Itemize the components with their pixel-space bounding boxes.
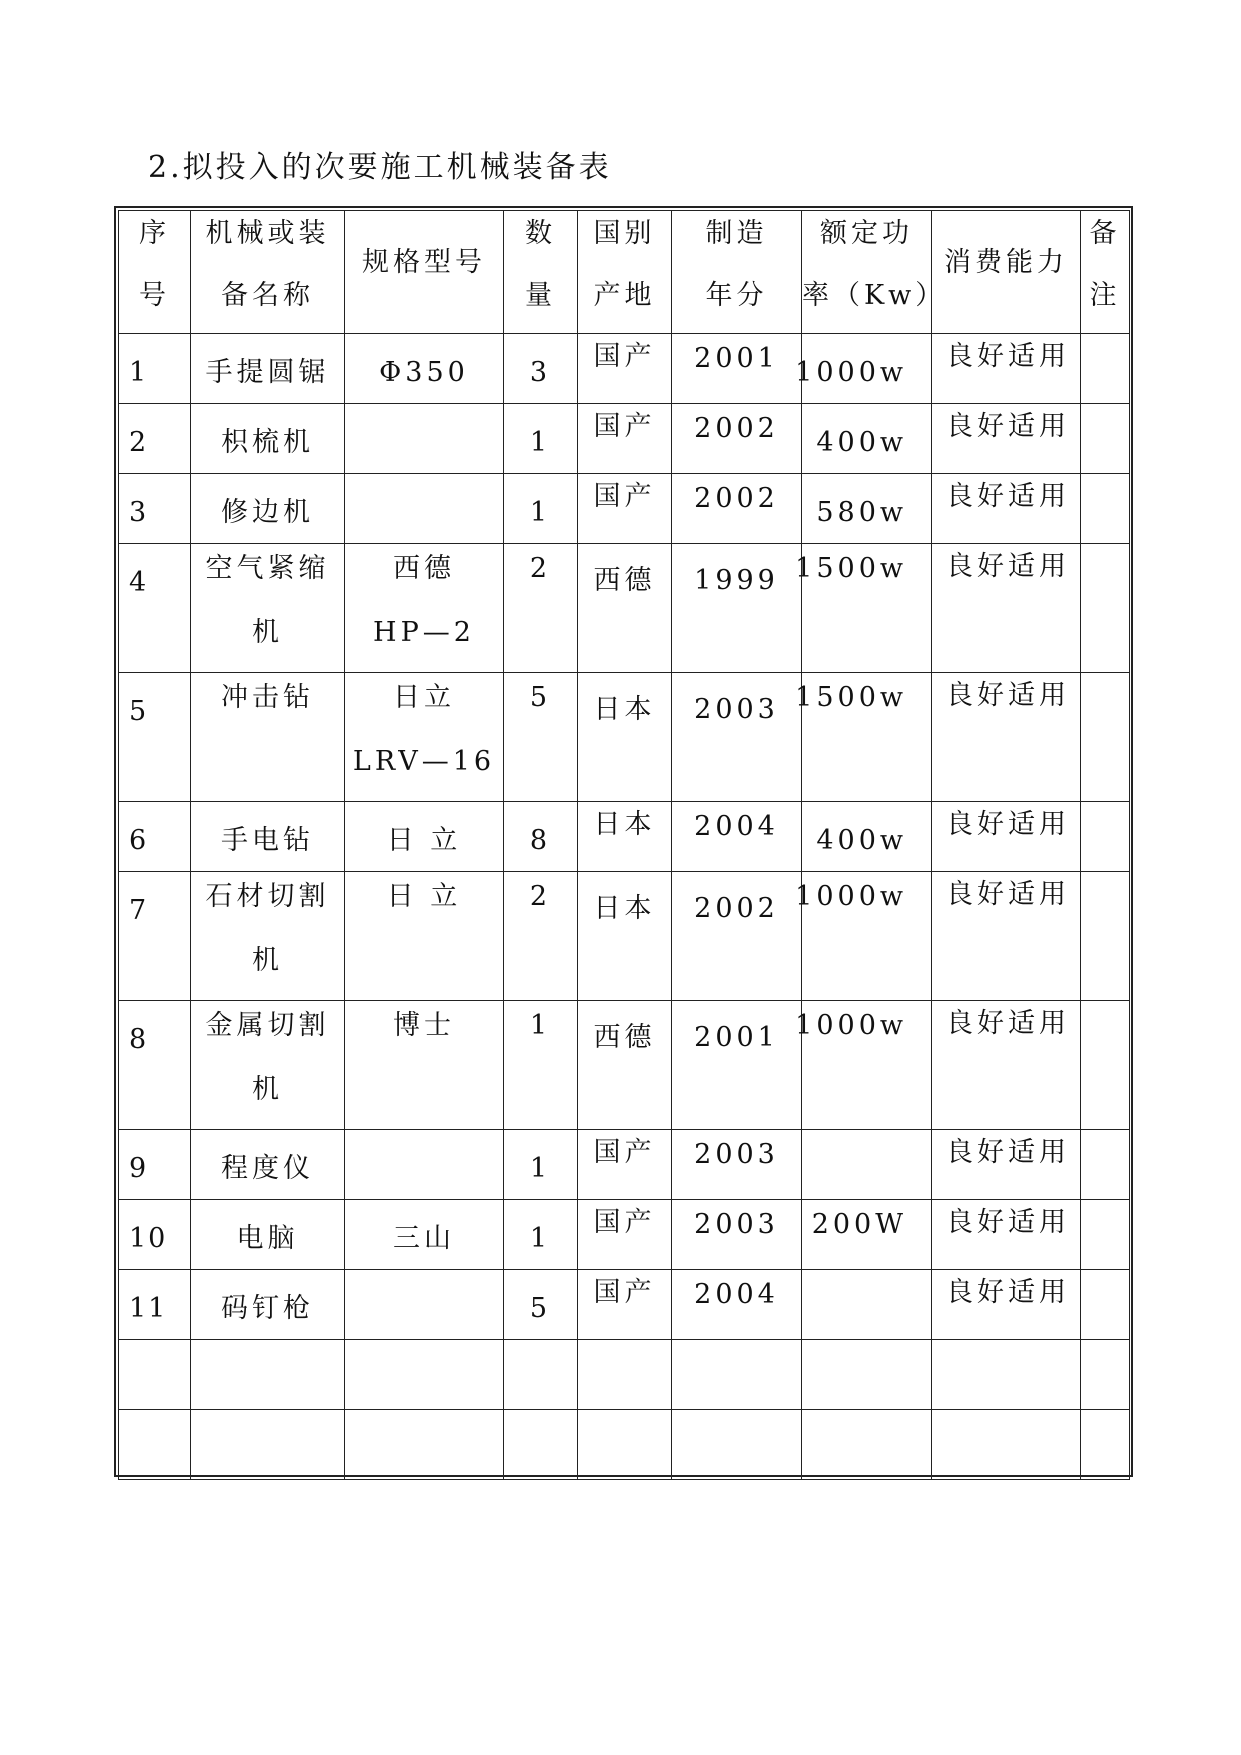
name-value: 电脑 <box>236 1223 299 1254</box>
qty-value: 2 <box>529 553 552 584</box>
cell-capacity <box>932 474 1081 544</box>
cell-origin <box>578 1001 672 1130</box>
origin-value: 日本 <box>593 893 656 924</box>
empty-cell <box>932 1410 1081 1480</box>
cell-name <box>191 544 345 673</box>
cell-seq <box>119 474 191 544</box>
empty-cell <box>578 1340 672 1410</box>
header-seq-line: 序 <box>139 218 170 249</box>
cell-model <box>345 802 504 872</box>
origin-value: 国产 <box>593 1207 656 1238</box>
name-value: 手提圆锯 <box>205 357 330 388</box>
year-value: 2002 <box>694 483 779 514</box>
header-cell-name <box>191 211 345 334</box>
capacity-value: 良好适用 <box>946 680 1070 711</box>
cell-qty <box>504 872 578 1001</box>
model-value: 西德 <box>393 553 455 584</box>
cell-origin <box>578 1200 672 1270</box>
header-remark-line: 注 <box>1089 280 1121 311</box>
capacity-value: 良好适用 <box>946 411 1070 442</box>
name-value: 程度仪 <box>221 1153 314 1184</box>
cell-model <box>345 1200 504 1270</box>
cell-year <box>672 1200 802 1270</box>
model-value: 日立 <box>393 682 455 713</box>
origin-value: 国产 <box>593 481 656 512</box>
cell-qty <box>504 1001 578 1130</box>
cell-capacity <box>932 872 1081 1001</box>
qty-value: 8 <box>529 825 552 856</box>
name-value: 手电钻 <box>221 825 314 856</box>
seq-value: 10 <box>129 1223 168 1254</box>
empty-cell <box>119 1340 191 1410</box>
cell-name <box>191 1130 345 1200</box>
cell-name <box>191 872 345 1001</box>
empty-row <box>119 1340 1130 1410</box>
header-year-line: 制造 <box>705 218 768 249</box>
header-capacity: 消费能力 <box>944 247 1068 278</box>
name-value: 码钉枪 <box>221 1293 314 1324</box>
year-value: 1999 <box>694 565 779 596</box>
header-origin-line: 国别 <box>593 218 656 249</box>
cell-power <box>802 404 932 474</box>
year-value: 2001 <box>694 343 779 374</box>
cell-model <box>345 1270 504 1340</box>
table-row <box>119 1200 1130 1270</box>
seq-value: 11 <box>129 1293 168 1324</box>
cell-year <box>672 673 802 802</box>
table-row <box>119 802 1130 872</box>
cell-origin <box>578 544 672 673</box>
model-value: 日 立 <box>386 825 462 856</box>
table-row <box>119 1001 1130 1130</box>
cell-qty <box>504 404 578 474</box>
empty-cell <box>1081 1410 1130 1480</box>
year-value: 2004 <box>694 811 779 842</box>
cell-seq <box>119 404 191 474</box>
seq-value: 6 <box>129 825 149 856</box>
cell-power <box>795 1001 932 1130</box>
cell-capacity <box>932 1001 1081 1130</box>
name-value: 金属切割 <box>205 1010 330 1041</box>
cell-remark <box>1081 1130 1130 1200</box>
year-value: 2002 <box>694 413 779 444</box>
origin-value: 西德 <box>593 1022 656 1053</box>
year-value: 2003 <box>694 1209 779 1240</box>
table-row <box>119 334 1130 404</box>
cell-capacity <box>932 1130 1081 1200</box>
empty-cell <box>578 1410 672 1480</box>
origin-value: 国产 <box>593 1277 656 1308</box>
cell-remark <box>1081 673 1130 802</box>
year-value: 2004 <box>694 1279 779 1310</box>
cell-remark <box>1081 1001 1130 1130</box>
qty-value: 1 <box>529 497 552 528</box>
header-seq-line: 号 <box>139 280 170 311</box>
year-value: 2002 <box>694 893 779 924</box>
cell-name <box>191 334 345 404</box>
cell-qty <box>504 802 578 872</box>
empty-cell <box>672 1340 802 1410</box>
empty-cell <box>802 1340 932 1410</box>
empty-cell <box>504 1410 578 1480</box>
capacity-value: 良好适用 <box>946 551 1070 582</box>
cell-origin <box>578 673 672 802</box>
name-value: 空气紧缩 <box>205 553 330 584</box>
qty-value: 1 <box>529 1223 552 1254</box>
cell-remark <box>1081 334 1130 404</box>
header-year-line: 年分 <box>705 280 768 311</box>
empty-cell <box>191 1340 345 1410</box>
name-value: 机 <box>252 945 283 976</box>
qty-value: 3 <box>529 357 552 388</box>
cell-seq <box>119 872 191 1001</box>
cell-remark <box>1081 544 1130 673</box>
capacity-value: 良好适用 <box>946 1008 1070 1039</box>
model-value: 日 立 <box>386 881 462 912</box>
cell-year <box>672 544 802 673</box>
cell-year <box>672 1130 802 1200</box>
cell-remark <box>1081 1270 1130 1340</box>
header-cell-model <box>345 211 504 334</box>
cell-name <box>191 474 345 544</box>
model-value: 三山 <box>393 1223 455 1254</box>
cell-remark <box>1081 474 1130 544</box>
table-row <box>119 1130 1130 1200</box>
cell-name <box>191 404 345 474</box>
table-row <box>119 474 1130 544</box>
seq-value: 8 <box>129 1024 149 1055</box>
header-qty-line: 数 <box>525 218 556 249</box>
cell-year <box>672 872 802 1001</box>
cell-seq <box>119 673 191 802</box>
cell-origin <box>578 1270 672 1340</box>
power-value: 1000w <box>795 1010 907 1041</box>
qty-value: 1 <box>529 427 552 458</box>
cell-seq <box>119 1001 191 1130</box>
header-qty-line: 量 <box>525 280 556 311</box>
header-cell-remark <box>1081 211 1130 334</box>
empty-row <box>119 1410 1130 1480</box>
cell-capacity <box>932 1200 1081 1270</box>
origin-value: 国产 <box>593 341 656 372</box>
header-name-line: 备名称 <box>221 280 314 311</box>
header-cell-qty <box>504 211 578 334</box>
name-value: 石材切割 <box>205 881 330 912</box>
seq-value: 2 <box>129 427 149 458</box>
empty-cell <box>1081 1340 1130 1410</box>
cell-remark <box>1081 1200 1130 1270</box>
header-power-line: 额定功 <box>820 218 913 249</box>
cell-model <box>345 872 504 1001</box>
qty-value: 5 <box>529 1293 552 1324</box>
cell-seq <box>119 1130 191 1200</box>
model-value: Φ350 <box>379 357 469 388</box>
cell-origin <box>578 334 672 404</box>
cell-name <box>191 1200 345 1270</box>
capacity-value: 良好适用 <box>946 1277 1070 1308</box>
power-value: 1000w <box>795 357 907 388</box>
cell-power <box>802 802 932 872</box>
cell-name <box>191 673 345 802</box>
cell-qty <box>504 1200 578 1270</box>
qty-value: 1 <box>529 1153 552 1184</box>
cell-qty <box>504 334 578 404</box>
model-value: LRV—16 <box>352 746 496 777</box>
origin-value: 日本 <box>593 694 656 725</box>
cell-year <box>672 802 802 872</box>
year-value: 2003 <box>694 1139 779 1170</box>
cell-power <box>802 474 932 544</box>
power-value: 1500w <box>795 682 907 713</box>
name-value: 冲击钻 <box>221 682 314 713</box>
capacity-value: 良好适用 <box>946 481 1070 512</box>
origin-value: 日本 <box>593 809 656 840</box>
origin-value: 国产 <box>593 1137 656 1168</box>
power-value: 400w <box>816 427 907 458</box>
cell-model <box>345 1001 504 1130</box>
empty-cell <box>191 1410 345 1480</box>
cell-power <box>795 872 932 1001</box>
empty-cell <box>802 1410 932 1480</box>
cell-power <box>802 1270 932 1340</box>
seq-value: 9 <box>129 1153 149 1184</box>
cell-origin <box>578 474 672 544</box>
cell-qty <box>504 1270 578 1340</box>
seq-value: 3 <box>129 497 149 528</box>
seq-value: 4 <box>129 567 149 598</box>
qty-value: 5 <box>529 682 552 713</box>
seq-value: 7 <box>129 895 149 926</box>
cell-capacity <box>932 673 1081 802</box>
cell-capacity <box>932 544 1081 673</box>
header-remark-line: 备 <box>1089 218 1121 249</box>
cell-name <box>191 1001 345 1130</box>
cell-year <box>672 1270 802 1340</box>
cell-year <box>672 474 802 544</box>
cell-origin <box>578 872 672 1001</box>
capacity-value: 良好适用 <box>946 1137 1070 1168</box>
name-value: 机 <box>252 1074 283 1105</box>
cell-capacity <box>932 404 1081 474</box>
header-origin-line: 产地 <box>593 280 656 311</box>
cell-model <box>345 404 504 474</box>
capacity-value: 良好适用 <box>946 809 1070 840</box>
table-row <box>119 673 1130 802</box>
empty-cell <box>119 1410 191 1480</box>
cell-year <box>672 1001 802 1130</box>
equipment-table <box>118 210 1130 1480</box>
empty-cell <box>932 1340 1081 1410</box>
header-power-line: 率（Kw） <box>802 280 947 311</box>
empty-cell <box>345 1410 504 1480</box>
cell-remark <box>1081 802 1130 872</box>
model-value: 博士 <box>393 1010 455 1041</box>
cell-qty <box>504 544 578 673</box>
table-row <box>119 872 1130 1001</box>
cell-origin <box>578 404 672 474</box>
empty-cell <box>504 1340 578 1410</box>
cell-origin <box>578 1130 672 1200</box>
cell-remark <box>1081 404 1130 474</box>
cell-capacity <box>932 334 1081 404</box>
header-cell-origin <box>578 211 672 334</box>
cell-qty <box>504 474 578 544</box>
header-cell-seq <box>119 211 191 334</box>
capacity-value: 良好适用 <box>946 341 1070 372</box>
power-value: 200W <box>811 1209 907 1240</box>
header-cell-power <box>802 211 947 334</box>
empty-cell <box>345 1340 504 1410</box>
power-value: 400w <box>816 825 907 856</box>
header-name-line: 机械或装 <box>205 218 330 249</box>
header-cell-year <box>672 211 802 334</box>
cell-qty <box>504 673 578 802</box>
power-value: 1500w <box>795 553 907 584</box>
cell-model <box>345 1130 504 1200</box>
seq-value: 5 <box>129 696 149 727</box>
cell-seq <box>119 1200 191 1270</box>
page-title: 2.拟投入的次要施工机械装备表 <box>148 150 612 185</box>
cell-year <box>672 334 802 404</box>
header-cell-capacity <box>932 211 1081 334</box>
cell-seq <box>119 334 191 404</box>
qty-value: 2 <box>529 881 552 912</box>
table-row <box>119 404 1130 474</box>
cell-seq <box>119 544 191 673</box>
cell-power <box>802 1200 932 1270</box>
cell-seq <box>119 1270 191 1340</box>
year-value: 2003 <box>694 694 779 725</box>
cell-qty <box>504 1130 578 1200</box>
capacity-value: 良好适用 <box>946 1207 1070 1238</box>
origin-value: 西德 <box>593 565 656 596</box>
cell-model <box>345 673 504 802</box>
model-value: HP—2 <box>373 617 475 648</box>
cell-seq <box>119 802 191 872</box>
cell-model <box>345 544 504 673</box>
year-value: 2001 <box>694 1022 779 1053</box>
power-value: 1000w <box>795 881 907 912</box>
empty-cell <box>672 1410 802 1480</box>
cell-power <box>795 544 932 673</box>
qty-value: 1 <box>529 1010 552 1041</box>
power-value: 580w <box>816 497 907 528</box>
cell-year <box>672 404 802 474</box>
seq-value: 1 <box>129 357 149 388</box>
name-value: 修边机 <box>221 497 314 528</box>
cell-remark <box>1081 872 1130 1001</box>
name-value: 机 <box>252 617 283 648</box>
header-row <box>119 211 1130 334</box>
cell-capacity <box>932 802 1081 872</box>
cell-origin <box>578 802 672 872</box>
cell-power <box>795 334 932 404</box>
cell-capacity <box>932 1270 1081 1340</box>
capacity-value: 良好适用 <box>946 879 1070 910</box>
cell-power <box>795 673 932 802</box>
name-value: 枳梳机 <box>221 427 314 458</box>
header-model: 规格型号 <box>362 247 486 278</box>
table-row <box>119 1270 1130 1340</box>
cell-model <box>345 474 504 544</box>
cell-power <box>802 1130 932 1200</box>
cell-name <box>191 802 345 872</box>
cell-model <box>345 334 504 404</box>
cell-name <box>191 1270 345 1340</box>
origin-value: 国产 <box>593 411 656 442</box>
table-row <box>119 544 1130 673</box>
